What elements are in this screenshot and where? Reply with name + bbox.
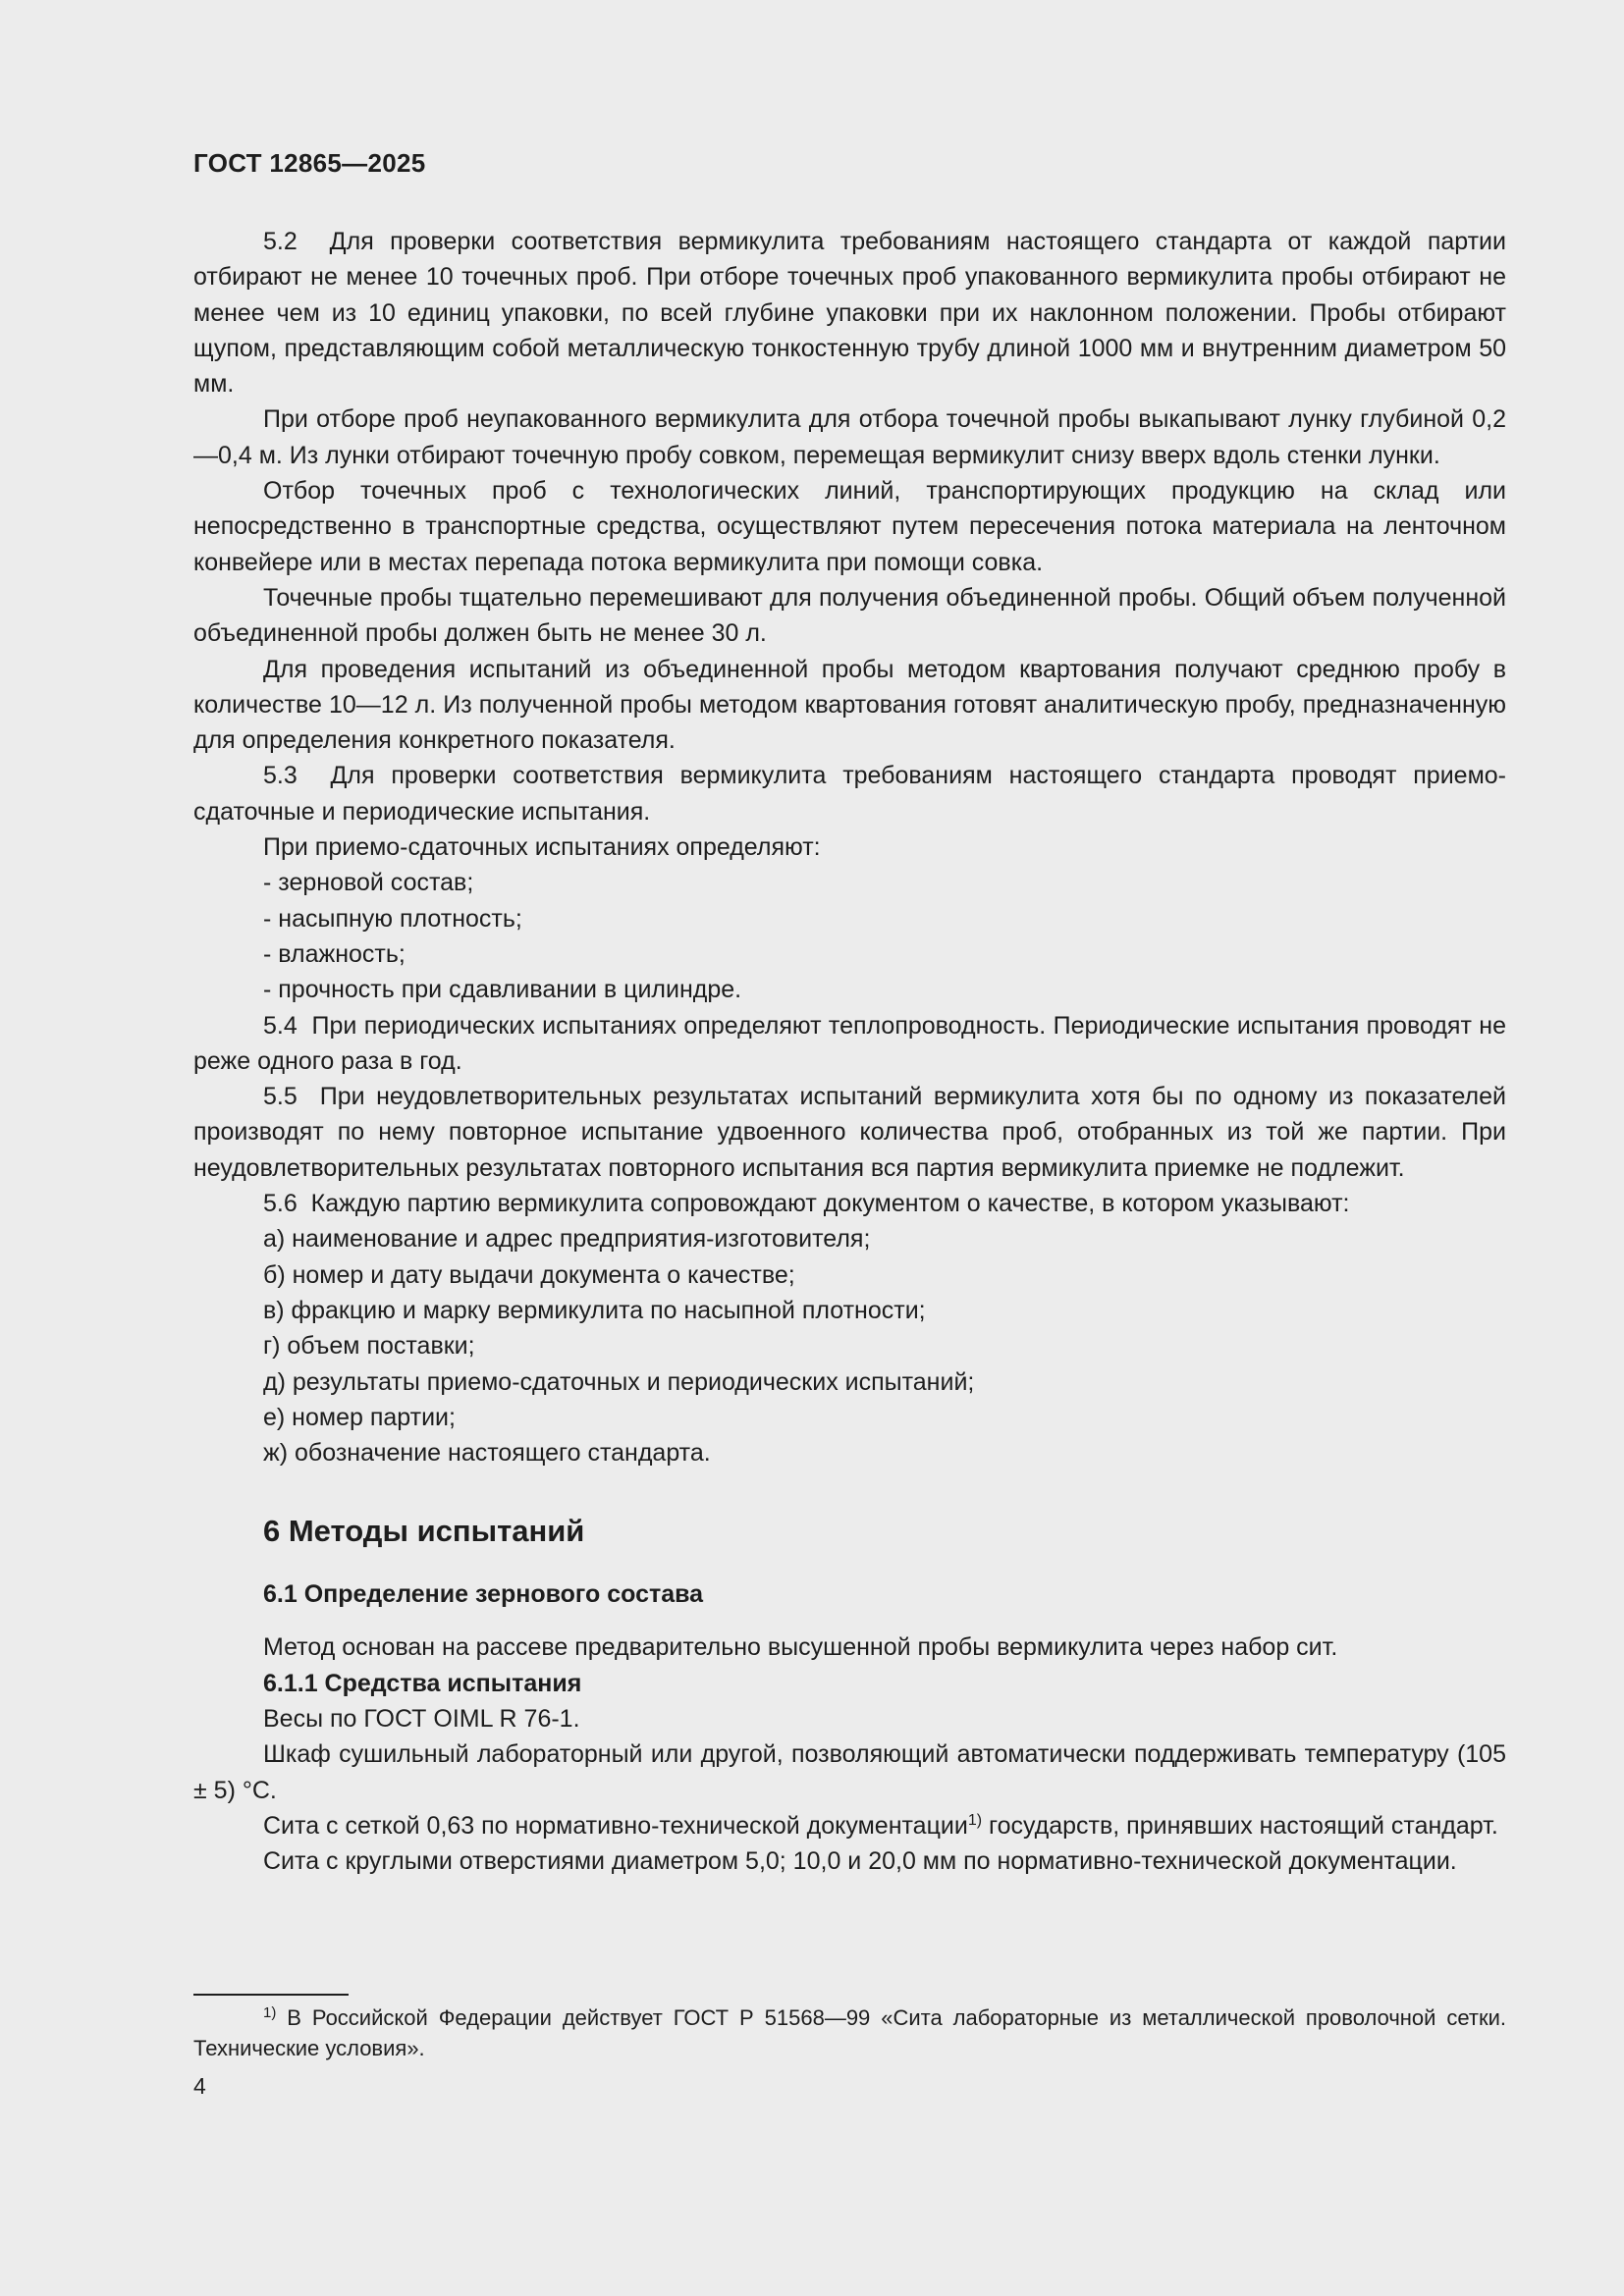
clause-text: Для проверки соответствия вермикулита требованиям настоящего стандарта проводят приемо-сдаточные и периодические испытания. xyxy=(193,762,1506,826)
list-item: е) номер партии; xyxy=(263,1403,456,1431)
footnote xyxy=(193,2002,1506,2063)
clause-text: При периодических испытаниях определяют теплопроводность. Периодические испытания проводят не реже одного раза в год. xyxy=(193,1011,1506,1075)
clause-number: 5.3 xyxy=(263,762,298,790)
list-item: г) объем поставки; xyxy=(263,1332,475,1361)
list-item: в) фракцию и марку вермикулита по насыпной плотности; xyxy=(263,1296,926,1324)
paragraph-5-3 xyxy=(193,758,1506,829)
paragraph-round-sieves: Сита с круглыми отверстиями диаметром 5,0; 10,0 и 20,0 мм по нормативно-технической документации. xyxy=(263,1847,1457,1876)
clause-number: 5.6 xyxy=(263,1190,298,1218)
clause-text: Каждую партию вермикулита сопровождают документом о качестве, в котором указывают: xyxy=(310,1190,1350,1218)
paragraph-5-5 xyxy=(193,1079,1506,1186)
document-body xyxy=(193,224,1506,1879)
list-item: а) наименование и адрес предприятия-изготовителя; xyxy=(263,1225,871,1254)
paragraph-mesh-sieves xyxy=(193,1808,1506,1843)
paragraph-scales: Весы по ГОСТ OIML R 76-1. xyxy=(263,1704,580,1733)
list-item: - насыпную плотность; xyxy=(263,904,522,933)
clause-number: 5.2 xyxy=(263,228,298,255)
mesh-sieves-text-end: государств, принявших настоящий стандарт. xyxy=(982,1811,1498,1840)
paragraph-unpacked-sampling: При отборе проб неупакованного вермикулита для отбора точечной пробы выкапывают лунку глубиной 0,2—0,4 м. Из лунки отбирают точечную пробу совком, перемещая вермикулит снизу вверх вдоль стенки лунки. xyxy=(193,405,1506,469)
footnote-divider xyxy=(193,1994,349,1996)
list-item: д) результаты приемо-сдаточных и периодических испытаний; xyxy=(263,1367,975,1396)
page-number: 4 xyxy=(193,2073,206,2099)
clause-number: 5.4 xyxy=(263,1011,298,1040)
subsection-6-1-1-heading: 6.1.1 Средства испытания xyxy=(263,1669,582,1697)
list-item: ж) обозначение настоящего стандарта. xyxy=(263,1439,711,1468)
mesh-sieves-text: Сита с сеткой 0,63 по нормативно-технической документации xyxy=(263,1811,968,1840)
subsection-6-1-heading: 6.1 Определение зернового состава xyxy=(263,1580,704,1609)
list-item: - влажность; xyxy=(263,939,406,968)
footnote-reference: 1) xyxy=(967,1811,983,1829)
paragraph-5-6 xyxy=(193,1186,1506,1221)
footnote-text: В Российской Федерации действует ГОСТ Р 51568—99 «Сита лабораторные из металлической проволочной сетки. Технические условия». xyxy=(193,2005,1506,2060)
paragraph-average-sample: Для проведения испытаний из объединенной пробы методом квартования получают среднюю пробу в количестве 10—12 л. Из полученной пробы методом квартования готовят аналитическую пробу, предназначенную для определения конкретного показателя. xyxy=(193,655,1506,755)
paragraph-method: Метод основан на рассеве предварительно высушенной пробы вермикулита через набор сит. xyxy=(263,1633,1338,1662)
paragraph-acceptance-intro: При приемо-сдаточных испытаниях определяют: xyxy=(263,833,821,862)
list-item: - прочность при сдавливании в цилиндре. xyxy=(263,976,742,1004)
paragraph-5-4 xyxy=(193,1008,1506,1080)
paragraph-combined-sample: Точечные пробы тщательно перемешивают для получения объединенной пробы. Общий объем полученной объединенной пробы должен быть не менее 30 л. xyxy=(193,583,1506,648)
list-item: б) номер и дату выдачи документа о качестве; xyxy=(263,1260,795,1289)
clause-text: Для проверки соответствия вермикулита требованиям настоящего стандарта от каждой партии отбирают не менее 10 точечных проб. При отборе точечных проб упакованного вермикулита пробы отбирают не менее чем из 10 единиц упаковки, по всей глубине упаковки при их наклонном положении. Пробы отбирают щупом, представляющим собой металлическую тонкостенную трубу длиной 1000 мм и внутренним диаметром 50 мм. xyxy=(193,228,1506,399)
paragraph-line-sampling: Отбор точечных проб с технологических линий, транспортирующих продукцию на склад или непосредственно в транспортные средства, осуществляют путем пересечения потока материала на ленточном конвейере или в местах перепада потока вермикулита при помощи совка. xyxy=(193,477,1506,576)
document-header: ГОСТ 12865—2025 xyxy=(193,148,426,178)
list-item: - зерновой состав; xyxy=(263,869,474,897)
paragraph-5-2 xyxy=(193,224,1506,401)
clause-number: 5.5 xyxy=(263,1083,298,1111)
paragraph-oven: Шкаф сушильный лабораторный или другой, позволяющий автоматически поддерживать температуру (105 ± 5) °С. xyxy=(193,1740,1506,1804)
section-6-heading: 6 Методы испытаний xyxy=(263,1514,585,1549)
footnote-mark: 1) xyxy=(263,2004,277,2021)
clause-text: При неудовлетворительных результатах испытаний вермикулита хотя бы по одному из показателей производят по нему повторное испытание удвоенного количества проб, отобранных из той же партии. При неудовлетворительных результатах повторного испытания вся партия вермикулита приемке не подлежит. xyxy=(193,1083,1506,1182)
